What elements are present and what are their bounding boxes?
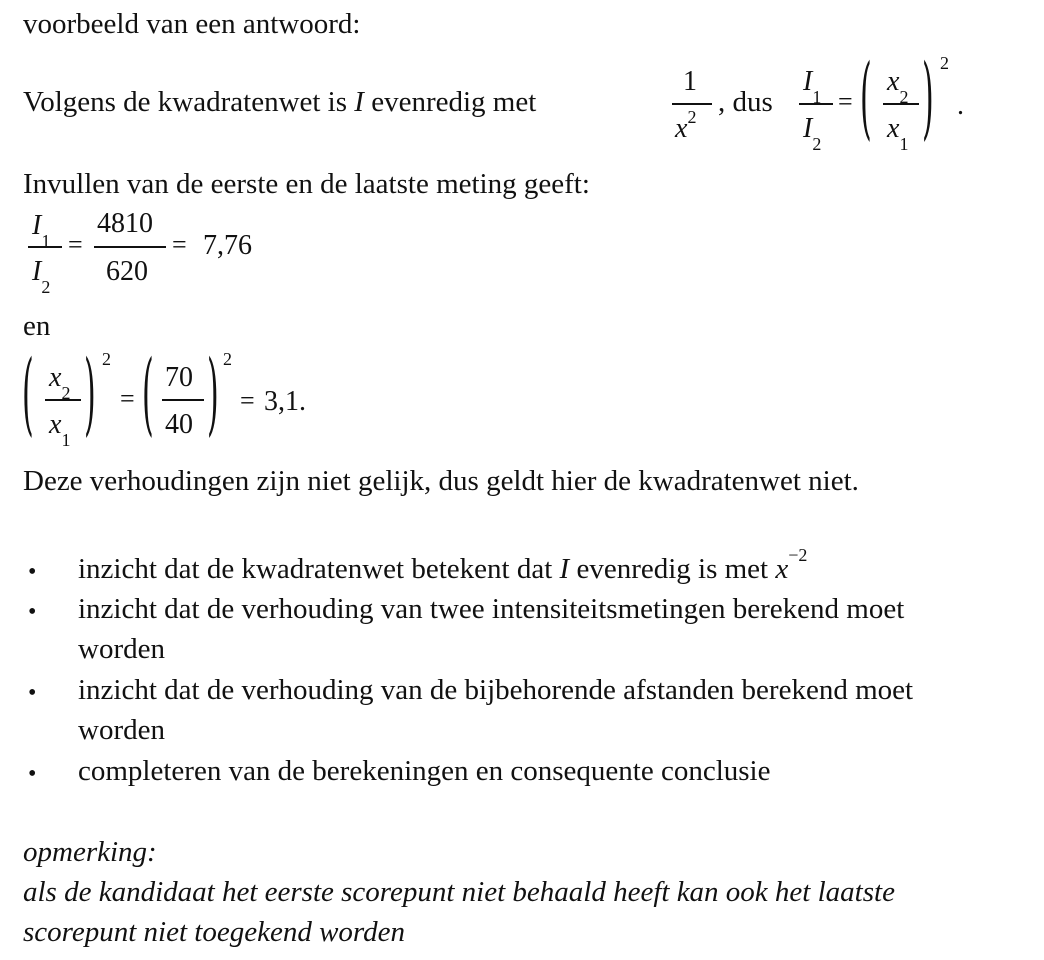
bullet-2-line-2: worden	[78, 633, 165, 665]
conclusion-text: Deze verhoudingen zijn niet gelijk, dus geldt hier de kwadratenwet niet.	[23, 465, 859, 497]
calc2-value-num: 70	[165, 362, 193, 393]
left-paren: (	[860, 47, 872, 152]
intro-text: voorbeeld van een antwoord:	[23, 8, 361, 40]
fraction-bar	[883, 103, 919, 105]
power-two: 2	[102, 349, 111, 369]
remark-label: opmerking:	[23, 836, 157, 868]
law-var-i: I	[354, 86, 364, 118]
law-text-before: Volgens de kwadratenwet is	[23, 86, 348, 118]
period: .	[957, 90, 964, 121]
calc2-x2: $x_2$	[49, 362, 71, 403]
right-paren: )	[84, 343, 96, 448]
law-text-middle: evenredig met	[371, 86, 537, 118]
bullet-symbol: •	[28, 599, 37, 625]
bullet-3-line-1: inzicht dat de verhouding van de bijbehorende afstanden berekend moet	[78, 674, 914, 706]
equals-sign: =	[120, 384, 135, 413]
calc1-i2: $I_2$	[32, 256, 51, 297]
fraction-one-over-x2-den: $x^2$	[675, 106, 697, 144]
equals-sign: =	[68, 230, 83, 259]
law-sentence	[23, 88, 536, 117]
calc1-i1: $I_1$	[32, 210, 51, 251]
remark-line-2: scorepunt niet toegekend worden	[23, 916, 405, 948]
bullet-symbol: •	[28, 680, 37, 706]
calc2-x1: $x_1$	[49, 409, 71, 450]
bullet-symbol: •	[28, 559, 37, 585]
bullet-symbol: •	[28, 761, 37, 787]
fraction-bar	[28, 246, 62, 248]
fraction-bar	[799, 103, 833, 105]
en-text: en	[23, 310, 51, 342]
calc1-result: 7,76	[203, 230, 252, 261]
bullet-3-line-2: worden	[78, 714, 165, 746]
equals-sign: =	[240, 386, 255, 415]
calc2-result: 3,1.	[264, 386, 306, 417]
remark-line-1: als de kandidaat het eerste scorepunt niet behaald heeft kan ook het laatste	[23, 876, 895, 908]
ratio-i1: $I_1$	[803, 66, 822, 107]
right-paren: )	[207, 343, 219, 448]
calc1-value-den: 620	[106, 256, 148, 287]
bullet-1: inzicht dat de kwadratenwet betekent dat I evenredig is met $x^{-2}$	[78, 545, 808, 585]
inner-x1: $x_1$	[887, 113, 909, 154]
power-two: 2	[223, 349, 232, 369]
calc2-value-den: 40	[165, 409, 193, 440]
equals-sign: =	[838, 87, 853, 116]
fraction-bar	[45, 399, 81, 401]
inner-x2: $x_2$	[887, 66, 909, 107]
fraction-bar	[94, 246, 166, 248]
left-paren: (	[142, 343, 154, 448]
fraction-bar	[162, 399, 204, 401]
right-paren: )	[922, 47, 934, 152]
fraction-one-over-x2-num: 1	[683, 66, 697, 97]
bullet-2-line-1: inzicht dat de verhouding van twee intensiteitsmetingen berekend moet	[78, 593, 905, 625]
ratio-i2: $I_2$	[803, 113, 822, 154]
bullet-4: completeren van de berekeningen en consequente conclusie	[78, 755, 771, 787]
calc1-value-num: 4810	[97, 208, 153, 239]
law-text-dus: , dus	[718, 86, 773, 118]
left-paren: (	[22, 343, 34, 448]
power-two: 2	[940, 53, 949, 73]
fraction-bar	[672, 103, 712, 105]
fill-in-text: Invullen van de eerste en de laatste meting geeft:	[23, 168, 590, 200]
equals-sign: =	[172, 230, 187, 259]
